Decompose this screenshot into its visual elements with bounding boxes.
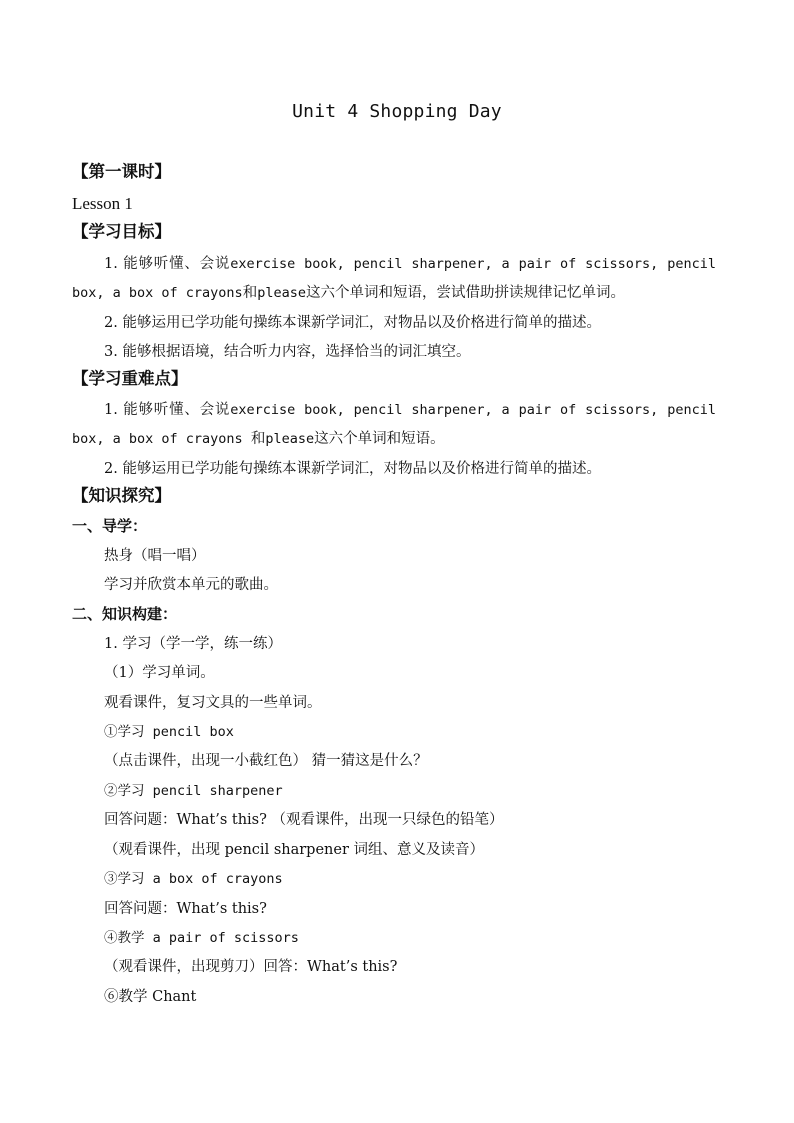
build-question-1: 回答问题：What’s this? （观看课件，出现一只绿色的铅笔） [104,812,504,828]
guide-song: 学习并欣赏本单元的歌曲。 [104,577,278,593]
heading-key-points: 【学习重难点】 [72,369,188,388]
keypoint-item-1-please: please [265,431,315,447]
goal-item-1-num: 1. [104,256,124,272]
document-title: Unit 4 Shopping Day [292,101,502,122]
build-pencil-box: ①学习 pencil box [104,724,234,740]
build-step-1: 1. 学习（学一学，练一练） [104,636,282,652]
build-pencil-sharpener: ②学习 pencil sharpener [104,783,283,799]
heading-learning-goals: 【学习目标】 [72,222,171,241]
keypoint-item-1-text-c: 这六个单词和短语。 [314,431,445,447]
keypoint-item-1-num: 1. [104,402,124,418]
heading-knowledge-build: 二、知识构建： [72,605,178,623]
heading-knowledge-explore: 【知识探究】 [72,486,171,505]
build-step-1-sub: （1）学习单词。 [104,665,215,681]
keypoint-item-2: 2. 能够运用已学功能句操练本课新学词汇，对物品以及价格进行简单的描述。 [104,461,601,477]
keypoint-item-1 [72,396,716,454]
build-question-2: 回答问题：What’s this? [104,901,267,917]
heading-guide: 一、导学： [72,517,148,535]
goal-item-1-text-a: 能够听懂、会说 [123,256,231,272]
keypoint-item-1-text-b: 和 [250,431,266,447]
section-first-lesson: 【第一课时】 [72,162,171,181]
goal-item-1-words: exercise book, pencil sharpener, a pair of scissors, pencil box, a box of crayons [72,256,716,301]
goal-item-1-text-b: 和 [242,285,258,301]
build-review: 观看课件，复习文具的一些单词。 [104,695,322,711]
lesson-label: Lesson 1 [72,194,133,213]
guide-warmup: 热身（唱一唱） [104,548,206,564]
goal-item-1 [72,250,716,308]
keypoint-item-1-text-a: 能够听懂、会说 [123,402,231,418]
goal-item-2: 2. 能够运用已学功能句操练本课新学词汇，对物品以及价格进行简单的描述。 [104,315,601,331]
goal-item-1-text-c: 这六个单词和短语，尝试借助拼读规律记忆单词。 [305,285,625,301]
build-pencil-box-note: （点击课件，出现一小截红色） 猜一猜这是什么？ [104,753,428,769]
goal-item-3: 3. 能够根据语境，结合听力内容，选择恰当的词汇填空。 [104,344,471,360]
goal-item-1-please: please [257,285,306,301]
build-crayons: ③学习 a box of crayons [104,871,283,887]
build-scissors-note: （观看课件，出现剪刀）回答：What’s this? [104,959,398,975]
build-sharpener-note: （观看课件，出现 pencil sharpener 词组、意义及读音） [104,842,484,858]
keypoint-item-1-words: exercise book, pencil sharpener, a pair of scissors, pencil box, a box of crayons [72,402,716,447]
build-chant: ⑥教学 Chant [104,989,197,1005]
build-scissors: ④教学 a pair of scissors [104,930,299,946]
